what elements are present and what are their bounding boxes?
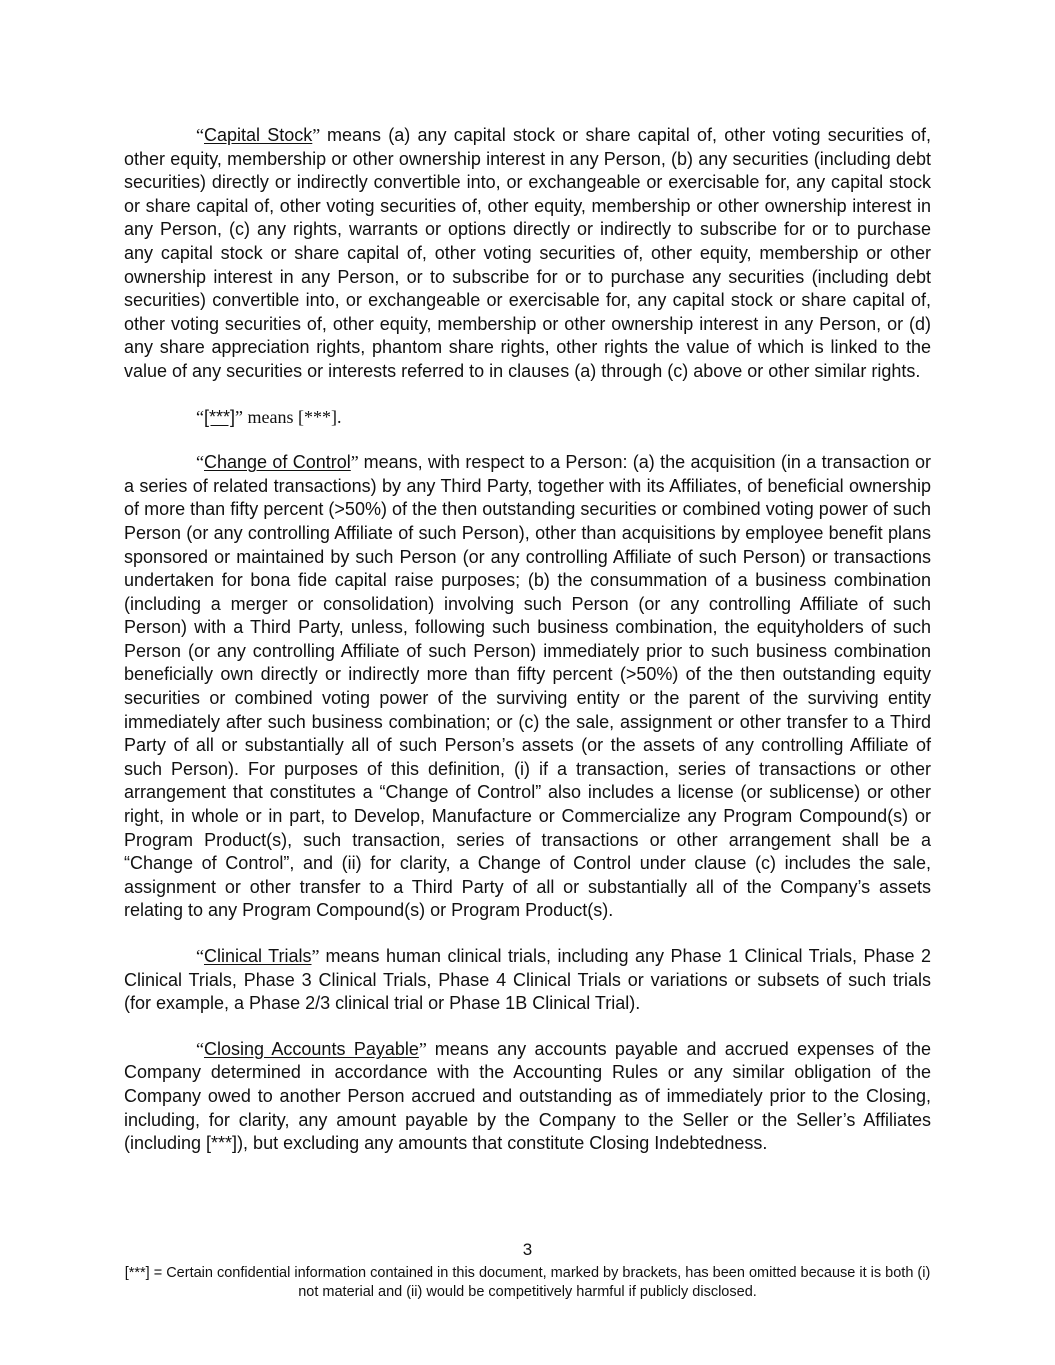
open-quote: “ [196,406,204,427]
definition-text: means any accounts payable and accrued expenses of the Company determined in accordance with the Accounting Rules or any similar obligation of the Company owed to another Person accrued and outstanding as of immediately prior to the Closing, including, for clarity, any amount payable by the Company to the Seller or the Seller’s Affiliates (including [***]), but excluding any amounts that constitute Closing Indebtedness. [124,1038,931,1154]
definition-closing-accounts-payable [124,1038,931,1156]
definition-redacted [124,406,931,430]
open-quote: “ [196,1038,204,1059]
close-quote: ” [235,406,248,427]
definition-text: means, with respect to a Person: (a) the acquisition (in a transaction or a series of related transactions) by any Third Party, together with its Affiliates, of beneficial ownership of more than fifty percent (>50%) of the then outstanding securities or combined voting power of such Person (or any controlling Affiliate of such Person), other than acquisitions by employee benefit plans sponsored or maintained by such Person (or any controlling Affiliate of such Person) or transactions undertaken for bona fide capital raise purposes; (b) the consummation of a business combination (including a merger or consolidation) involving such Person (or any controlling Affiliate of such Person) with a Third Party, unless, following such business combination, the equityholders of such Person (or any controlling Affiliate of such Person) immediately prior to such business combination beneficially own directly or indirectly more than fifty percent (>50%) of the then outstanding equity securities or combined voting power of the surviving entity or the parent of the surviving entity immediately after such business combination; or (c) the sale, assignment or other transfer to a Third Party of all or substantially all of such Person’s assets (or the assets of any controlling Affiliate of such Person). For purposes of this definition, (i) if a transaction, series of transactions or other arrangement that constitutes a “Change of Control” also includes a license (or sublicense) or other right, in whole or in part, to Develop, Manufacture or Commercialize any Program Compound(s) or Program Product(s), such transaction, series of transactions or other arrangement shall be a “Change of Control”, and (ii) for clarity, a Change of Control under clause (c) includes the sale, assignment or other transfer to a Third Party of all or substantially all of the Company’s assets relating to any Program Compound(s) or Program Product(s). [124,452,931,921]
close-quote: ” [311,946,326,966]
close-quote: ” [418,1038,435,1059]
page-number: 3 [522,1240,533,1259]
close-quote: ” [312,125,327,145]
defined-term: Capital Stock [204,125,313,145]
document-body [124,124,931,1156]
defined-term: [***] [204,406,236,427]
definition-clinical-trials [124,945,931,1016]
definition-capital-stock [124,124,931,384]
definition-text: means human clinical trials, including any Phase 1 Clinical Trials, Phase 2 Clinical Trials, Phase 3 Clinical Trials, Phase 4 Clinical Trials or variations or subsets of such trials (for example, a Phase 2/3 clinical trial or Phase 1B Clinical Trial). [124,946,931,1014]
open-quote: “ [196,125,204,145]
definition-text: means [***]. [247,406,342,427]
definition-change-of-control [124,451,931,923]
open-quote: “ [196,946,204,966]
confidentiality-footnote: [***] = Certain confidential information contained in this document, marked by brackets, has been omitted because it is both (i) not material and (ii) would be competitively harmful if publicly disclosed. [124,1265,931,1300]
definition-text: means (a) any capital stock or share capital of, other voting securities of, other equity, membership or other ownership interest in any Person, (b) any securities (including debt securities) directly or indirectly convertible into, or exchangeable or exercisable for, any capital stock or share capital of, other voting securities of, other equity, membership or other ownership interest in any Person, (c) any rights, warrants or options directly or indirectly to subscribe for or to purchase any capital stock or share capital of, other voting securities of, other equity, membership or other ownership interest in any Person, or to subscribe for or to purchase any securities (including debt securities) convertible into, or exchangeable or exercisable for, any capital stock or share capital of, other voting securities of, other equity, membership or other ownership interest in any Person, or (d) any share appreciation rights, phantom share rights, other rights the value of which is linked to the value of any securities or interests referred to in clauses (a) through (c) above or other similar rights. [124,125,931,381]
defined-term: Clinical Trials [204,946,312,966]
defined-term: Closing Accounts Payable [204,1038,419,1059]
open-quote: “ [196,452,204,473]
defined-term: Change of Control [204,452,351,473]
close-quote: ” [350,452,364,473]
